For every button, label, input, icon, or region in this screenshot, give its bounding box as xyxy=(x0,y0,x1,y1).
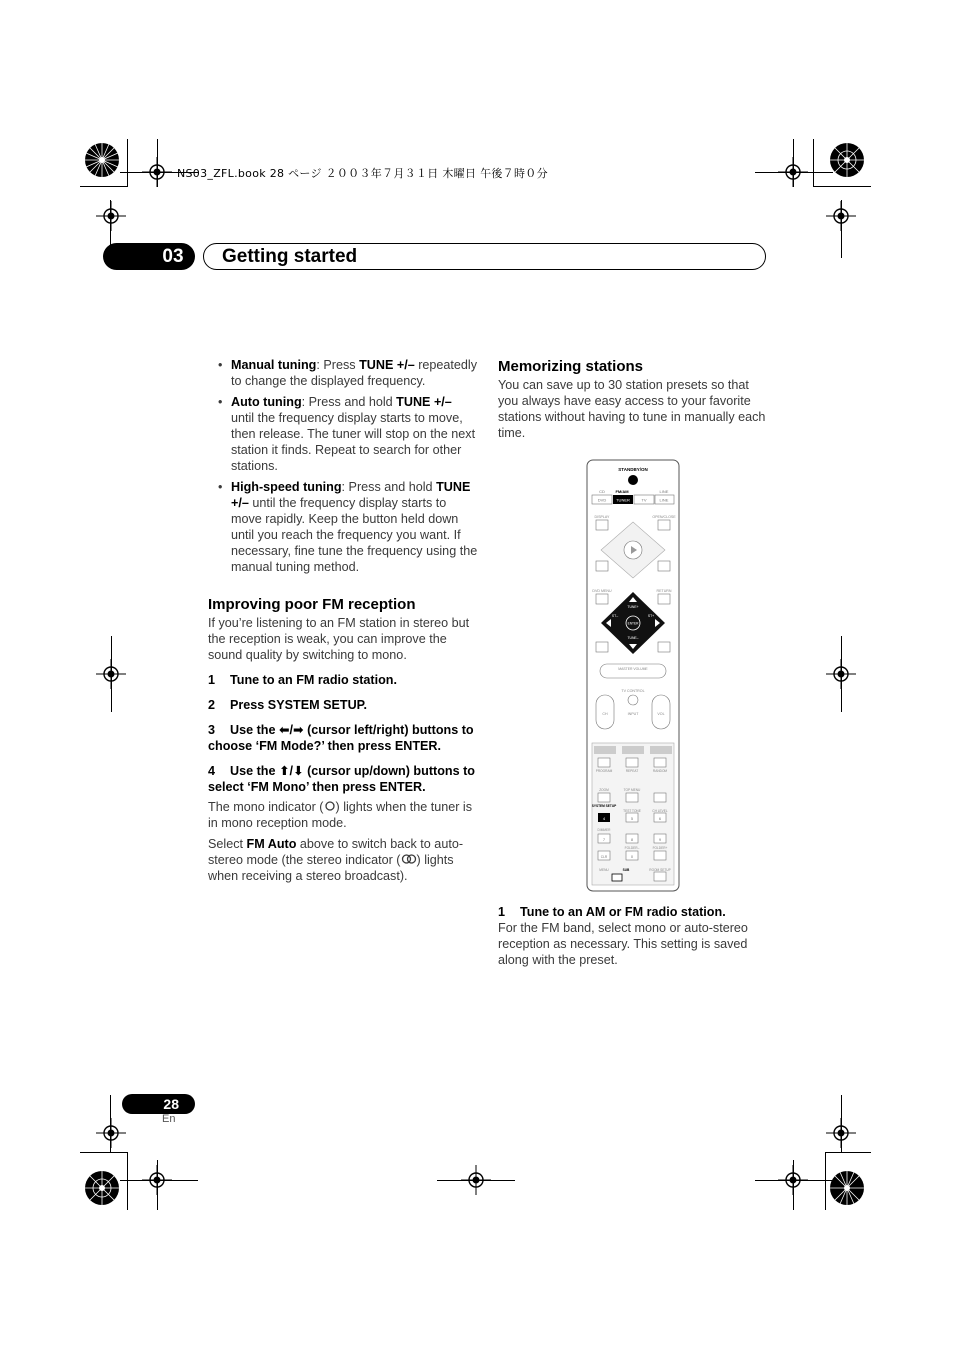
remote-label: TEST TONE xyxy=(623,809,641,813)
section-intro: If you’re listening to an FM station in stereo but the reception is weak, you can improve the sound quality by switching to mono. xyxy=(208,616,470,662)
section-heading: Memorizing stations xyxy=(498,358,644,375)
remote-label: SUB xyxy=(622,868,630,872)
sunburst-target-icon xyxy=(84,142,120,178)
left-column xyxy=(208,357,478,884)
remote-label: ROOM SETUP xyxy=(649,868,671,872)
remote-label: CH LEVEL xyxy=(652,809,668,813)
remote-label: FM/AM xyxy=(615,489,629,494)
remote-label: DIMMER xyxy=(597,828,611,832)
crop-line xyxy=(825,1152,871,1153)
mono-indicator-icon xyxy=(324,801,336,811)
remote-label: ZOOM xyxy=(599,788,609,792)
registration-mark-icon xyxy=(461,1165,491,1195)
auto-note: Select FM Auto above to switch back to auto-stereo mode (the stereo indicator ( ) lights when receiving a stereo broadcast). xyxy=(208,837,464,883)
registration-mark-icon xyxy=(96,201,126,231)
remote-label: 0 xyxy=(630,854,634,859)
remote-label: OPEN/CLOSE xyxy=(652,515,676,519)
page-number: 28 xyxy=(122,1094,195,1114)
crop-line xyxy=(127,1152,128,1210)
remote-label: INPUT xyxy=(627,712,639,716)
remote-label: 7 xyxy=(602,837,606,842)
remote-label: FOLDER– xyxy=(624,846,640,850)
remote-label: TUNER xyxy=(616,497,630,503)
crop-line xyxy=(825,1152,826,1210)
remote-label: MASTER VOLUME xyxy=(618,667,648,671)
tuning-methods-list xyxy=(208,357,478,575)
remote-label: RANDOM xyxy=(652,769,668,773)
remote-label: ST– xyxy=(611,614,619,618)
list-item: • Auto tuning: Press and hold TUNE +/– until the frequency display starts to move, then release. The tuner will stop on the next station it finds. Repeat to search for other stations. xyxy=(208,394,478,474)
step: 1 Tune to an FM radio station. xyxy=(208,673,397,687)
chapter-title: Getting started xyxy=(222,246,358,267)
crop-line xyxy=(813,139,814,187)
remote-label: TUNE+ xyxy=(627,605,639,609)
registration-mark-icon xyxy=(142,157,172,187)
remote-label: PROGRAM xyxy=(595,769,613,773)
remote-standby-label: STANDBY/ON xyxy=(618,467,648,472)
remote-label: CD xyxy=(599,489,605,494)
list-item: • Manual tuning: Press TUNE +/– repeatedly to change the displayed frequency. xyxy=(208,357,478,389)
crop-line xyxy=(80,1152,128,1153)
step: 2 Press SYSTEM SETUP. xyxy=(208,698,367,712)
remote-label: VOL xyxy=(657,712,665,716)
remote-label: 4 xyxy=(602,816,606,821)
remote-label: FOLDER+ xyxy=(652,846,668,850)
registration-mark-icon xyxy=(826,1118,856,1148)
remote-label: RETURN xyxy=(656,589,672,593)
remote-label: CH xyxy=(602,712,608,716)
remote-label: DVD MENU xyxy=(592,589,612,593)
remote-label: DVD xyxy=(597,497,607,503)
registration-mark-icon xyxy=(142,1165,172,1195)
registration-mark-icon xyxy=(778,1165,808,1195)
crop-line xyxy=(80,186,128,187)
sunburst-target-icon xyxy=(84,1170,120,1206)
remote-control-illustration xyxy=(586,459,680,892)
sunburst-target-icon xyxy=(829,142,865,178)
section-heading: Improving poor FM reception xyxy=(208,596,416,613)
registration-mark-icon xyxy=(96,659,126,689)
sunburst-target-icon xyxy=(829,1170,865,1206)
remote-label: REPEAT xyxy=(625,769,639,773)
registration-mark-icon xyxy=(826,201,856,231)
remote-label: LINE xyxy=(659,489,669,494)
right-column xyxy=(498,357,768,441)
remote-label: LINE xyxy=(659,497,669,503)
remote-label: TV CONTROL xyxy=(621,689,645,693)
remote-label: MENU xyxy=(599,868,609,872)
file-stamp: NS03_ZFL.book 28 ページ ２００３年７月３１日 木曜日 午後７時０分 xyxy=(177,167,548,180)
power-button xyxy=(628,475,638,485)
step: 3 Use the ⬅/➡ (cursor left/right) buttons to choose ‘FM Mode?’ then press ENTER. xyxy=(208,723,474,753)
remote-label: 9 xyxy=(658,837,662,842)
remote-label: 6 xyxy=(658,816,662,821)
remote-label: TOP MENU xyxy=(623,788,641,792)
remote-label: 8 xyxy=(630,837,634,842)
remote-label: 5 xyxy=(630,816,634,821)
remote-label: SYSTEM SETUP xyxy=(591,804,617,808)
remote-label: TV xyxy=(641,497,647,503)
registration-mark-icon xyxy=(96,1118,126,1148)
chapter-number: 03 xyxy=(103,243,195,270)
step: 4 Use the ⬆/⬇ (cursor up/down) buttons to select ‘FM Mono’ then press ENTER. xyxy=(208,764,475,794)
stereo-indicator-icon xyxy=(401,854,417,864)
remote-label: ENTER xyxy=(627,621,639,626)
remote-label: TUNE– xyxy=(627,636,639,640)
remote-label: DISPLAY xyxy=(594,515,610,519)
step-body: For the FM band, select mono or auto-stereo reception as necessary. This setting is saved along with the preset. xyxy=(498,921,748,967)
registration-mark-icon xyxy=(826,659,856,689)
remote-label: ST+ xyxy=(647,614,655,618)
memorize-step xyxy=(498,904,768,968)
crop-line xyxy=(813,186,871,187)
remote-label: CLR xyxy=(600,855,608,859)
step: 1 Tune to an AM or FM radio station. xyxy=(498,905,726,919)
mono-note: The mono indicator ( ) lights when the tuner is in mono reception mode. xyxy=(208,800,473,830)
chapter-title-bar xyxy=(203,243,766,270)
registration-mark-icon xyxy=(778,157,808,187)
list-item: • High-speed tuning: Press and hold TUNE +/– until the frequency display starts to move rapidly. Keep the button held down until you reach the frequency you want. If necessary, fine tune the frequency using the manual tuning method. xyxy=(208,479,478,575)
crop-line xyxy=(127,139,128,187)
page-language: En xyxy=(162,1113,176,1125)
section-intro: You can save up to 30 station presets so that you always have easy access to your favorite stations without having to tune in manually each time. xyxy=(498,378,766,440)
